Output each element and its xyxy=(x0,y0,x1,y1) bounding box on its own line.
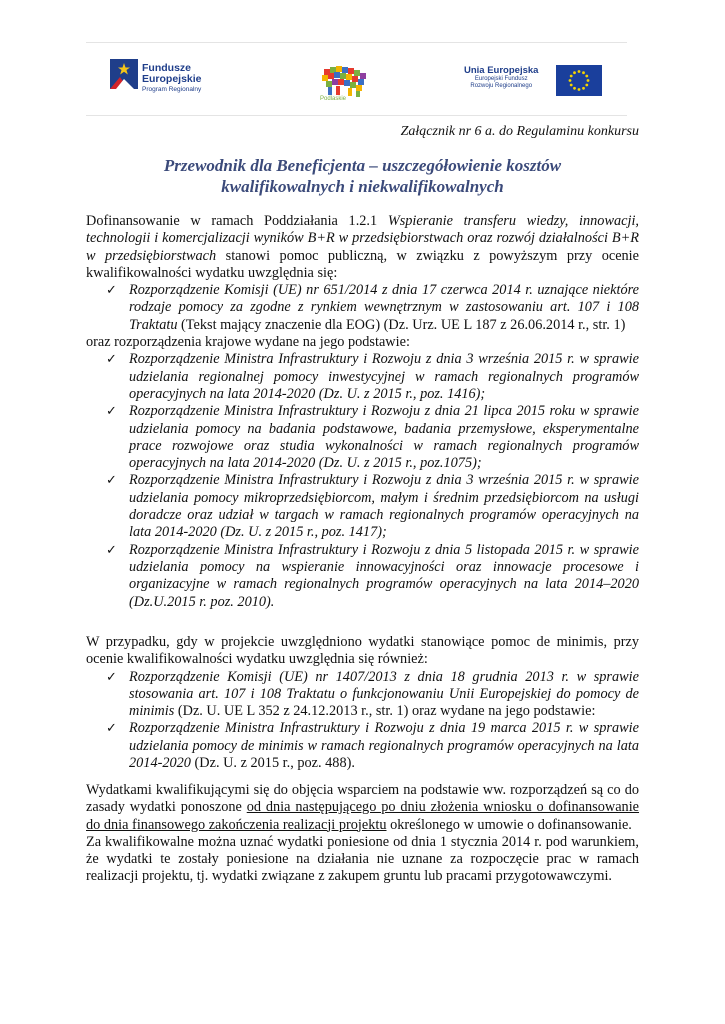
fundusze-europejskie-logo xyxy=(110,59,240,99)
checkmark-icon: ✓ xyxy=(106,669,117,685)
title-line1: Przewodnik dla Beneficjenta – uszczegółowienie kosztów xyxy=(163,156,562,175)
bison-mosaic-icon xyxy=(318,65,372,97)
checkmark-icon: ✓ xyxy=(106,352,117,368)
fe-flag-icon xyxy=(110,59,138,89)
national-intro: oraz rozporządzenia krajowe wydane na jego podstawie: xyxy=(86,334,410,351)
checkmark-icon: ✓ xyxy=(106,721,117,737)
podlaskie-logo xyxy=(318,65,372,105)
eu-logo-text xyxy=(464,65,538,90)
checkmark-icon: ✓ xyxy=(106,542,117,558)
list-item: ✓ Rozporządzenie Ministra Infrastruktury i Rozwoju z dnia 3 września 2015 r. w sprawie udzielania regionalnej pomocy inwestycyjnej w ramach regionalnych programów operacyjnych na lata 2014-2020 (Dz. U. z 2015 r., poz. 1416); xyxy=(106,351,639,402)
fe-line3: Program Regionalny xyxy=(142,86,202,93)
eu-regulation-list xyxy=(86,282,639,334)
list-item: ✓ Rozporządzenie Ministra Infrastruktury i Rozwoju z dnia 21 lipca 2015 roku w sprawie udzielania pomocy na badania podstawowe, badania przemysłowe, eksperymentalne prace rozwojowe oraz studia wykonalności w ramach regionalnych programów operacyjnych na lata 2014-2020 (Dz. U. z 2015 r., poz.1075); xyxy=(106,403,639,472)
list-item: ✓ Rozporządzenie Ministra Infrastruktury i Rozwoju z dnia 5 listopada 2015 r. w sprawie udzielania pomocy na wspieranie innowacyjności oraz innowacje procesowe i organizacyjne w ramach regionalnych programów operacyjnych na lata 2014–2020 (Dz.U.2015 r. poz. 2010). xyxy=(106,541,639,610)
list-item: ✓ Rozporządzenie Komisji (UE) nr 651/2014 z dnia 17 czerwca 2014 r. uznające niektóre rodzaje pomocy za zgodne z rynkiem wewnętrznym w zastosowaniu art. 107 i 108 Traktatu (Tekst mający znaczenie dla EOG) (Dz. Urz. UE L 187 z 26.06.2014 r., str. 1) xyxy=(106,282,639,333)
checkmark-icon: ✓ xyxy=(106,404,117,420)
podlaskie-text: Podlaskie xyxy=(319,96,346,102)
intro-paragraph: Dofinansowanie w ramach Poddziałania 1.2.1 Wspieranie transferu wiedzy, innowacji, technologii i komercjalizacji wyników B+R w przedsiębiorstwach oraz rozwój działalności B+R w przedsiębiorstwach stanowi pomoc publiczną, w związku z powyższym przy ocenie kwalifikowalności wydatku uwzględnia się: xyxy=(86,213,640,281)
deminimis-regulation-list xyxy=(86,669,639,773)
section-de-minimis xyxy=(86,634,639,772)
list-item: ✓ Rozporządzenie Ministra Infrastruktury i Rozwoju z dnia 19 marca 2015 r. w sprawie udzielania pomocy de minimis w ramach regionalnych programów operacyjnych na lata 2014-2020 (Dz. U. z 2015 r., poz. 488). xyxy=(106,720,639,772)
fe-line2: Europejskie xyxy=(142,73,202,85)
eu-sub1: Europejski Fundusz xyxy=(474,76,528,82)
page-title xyxy=(86,155,639,197)
fe-line1: Fundusze xyxy=(142,62,191,74)
section-eligibility xyxy=(86,782,639,886)
checkmark-icon: ✓ xyxy=(106,473,117,489)
deminimis-intro: W przypadku, gdy w projekcie uwzględniono wydatki stanowiące pomoc de minimis, przy ocenie kwalifikowalności wydatku uwzględnia się również: xyxy=(86,634,639,668)
title-line2: kwalifikowalnych i niekwalifikowalnych xyxy=(221,177,504,196)
logo-bar xyxy=(86,42,627,116)
list-item: ✓ Rozporządzenie Ministra Infrastruktury i Rozwoju z dnia 3 września 2015 r. w sprawie udzielania pomocy mikroprzedsiębiorcom, małym i średnim przedsiębiorcom na usługi doradcze oraz udział w targach w ramach regionalnych programów operacyjnych na lata 2014-2020 (Dz. U. z 2015 r., poz. 1417); xyxy=(106,472,639,541)
eu-title: Unia Europejska xyxy=(464,65,539,76)
eligibility-paragraph: Wydatkami kwalifikującymi się do objęcia wsparciem na podstawie ww. rozporządzeń są co do zasady wydatki ponoszone od dnia następującego po dniu złożenia wniosku o dofinansowanie do dnia finansowego zakończenia realizacji projektu określonego w umowie o dofinansowanie. xyxy=(86,782,640,833)
checkmark-icon: ✓ xyxy=(106,283,117,299)
list-item: ✓ Rozporządzenie Komisji (UE) nr 1407/2013 z dnia 18 grudnia 2013 r. w sprawie stosowania art. 107 i 108 Traktatu o funkcjonowaniu Unii Europejskiej do pomocy de minimis (Dz. U. UE L 352 z 24.12.2013 r., str. 1) oraz wydane na jego podstawie: xyxy=(106,668,639,720)
section-public-aid xyxy=(86,213,639,611)
eu-sub2: Rozwoju Regionalnego xyxy=(470,83,533,89)
annex-label: Załącznik nr 6 a. do Regulaminu konkursu xyxy=(400,124,639,139)
eu-flag-icon xyxy=(556,65,602,96)
national-regulation-list xyxy=(86,351,639,610)
eligibility-date-paragraph: Za kwalifikowalne można uznać wydatki poniesione od dnia 1 stycznia 2014 r. pod warunkiem, że wydatki te zostały poniesione na działania nie uznane za rozpoczęcie prac w ramach realizacji projektu, tj. wydatki związane z zakupem gruntu lub pracami przygotowawczymi. xyxy=(86,833,639,885)
